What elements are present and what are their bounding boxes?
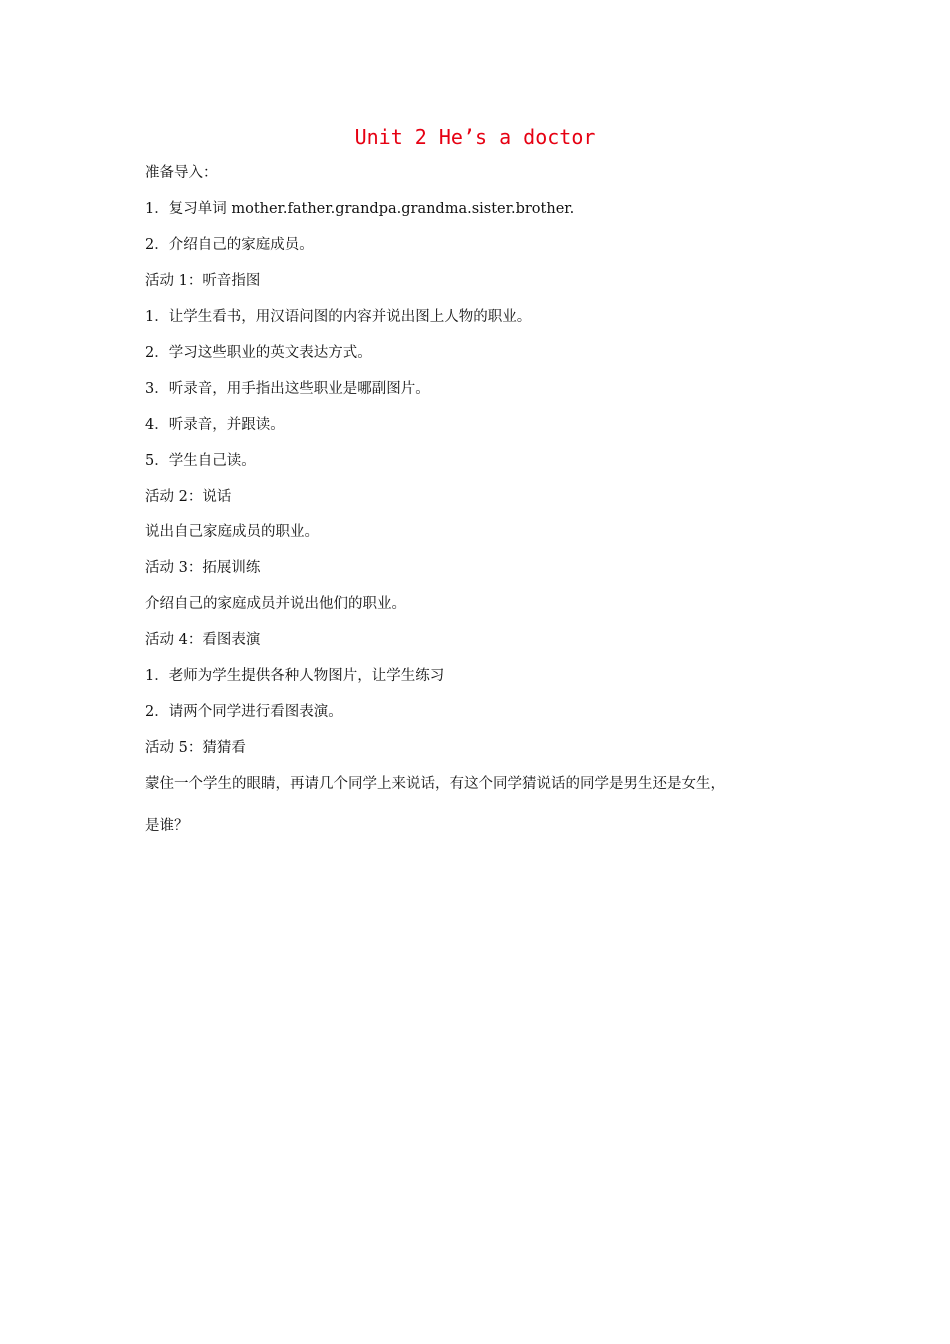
text-line: 2．请两个同学进行看图表演。: [145, 704, 343, 720]
text-line: 2．学习这些职业的英文表达方式。: [145, 345, 372, 361]
text-line: 5．学生自己读。: [145, 453, 256, 469]
text-line: 1．复习单词 mother.father.grandpa.grandma.sister.brother.: [145, 201, 575, 217]
text-line: 4．听录音，并跟读。: [145, 417, 285, 433]
text-line: 3．听录音，用手指出这些职业是哪副图片。: [145, 381, 430, 397]
text-line: 介绍自己的家庭成员并说出他们的职业。: [145, 596, 406, 612]
text-line: 1．让学生看书，用汉语问图的内容并说出图上人物的职业。: [145, 309, 532, 325]
text-line: 是谁？: [145, 818, 189, 834]
text-line-activity-5-heading: 活动 5：猜猜看: [145, 740, 246, 756]
text-line: 蒙住一个学生的眼睛，再请几个同学上来说话，有这个同学猜说话的同学是男生还是女生，: [145, 776, 725, 792]
text-line-activity-4-heading: 活动 4：看图表演: [145, 632, 261, 648]
text-line-activity-1-heading: 活动 1：听音指图: [145, 273, 261, 289]
text-line-activity-2-heading: 活动 2：说话: [145, 489, 232, 505]
text-line-activity-3-heading: 活动 3：拓展训练: [145, 560, 261, 576]
document-title: Unit 2 He’s a doctor: [354, 125, 596, 149]
text-line: 2．介绍自己的家庭成员。: [145, 237, 314, 253]
text-line: 说出自己家庭成员的职业。: [145, 524, 319, 540]
text-line: 1．老师为学生提供各种人物图片，让学生练习: [145, 668, 445, 684]
text-line-intro-heading: 准备导入：: [145, 165, 218, 181]
